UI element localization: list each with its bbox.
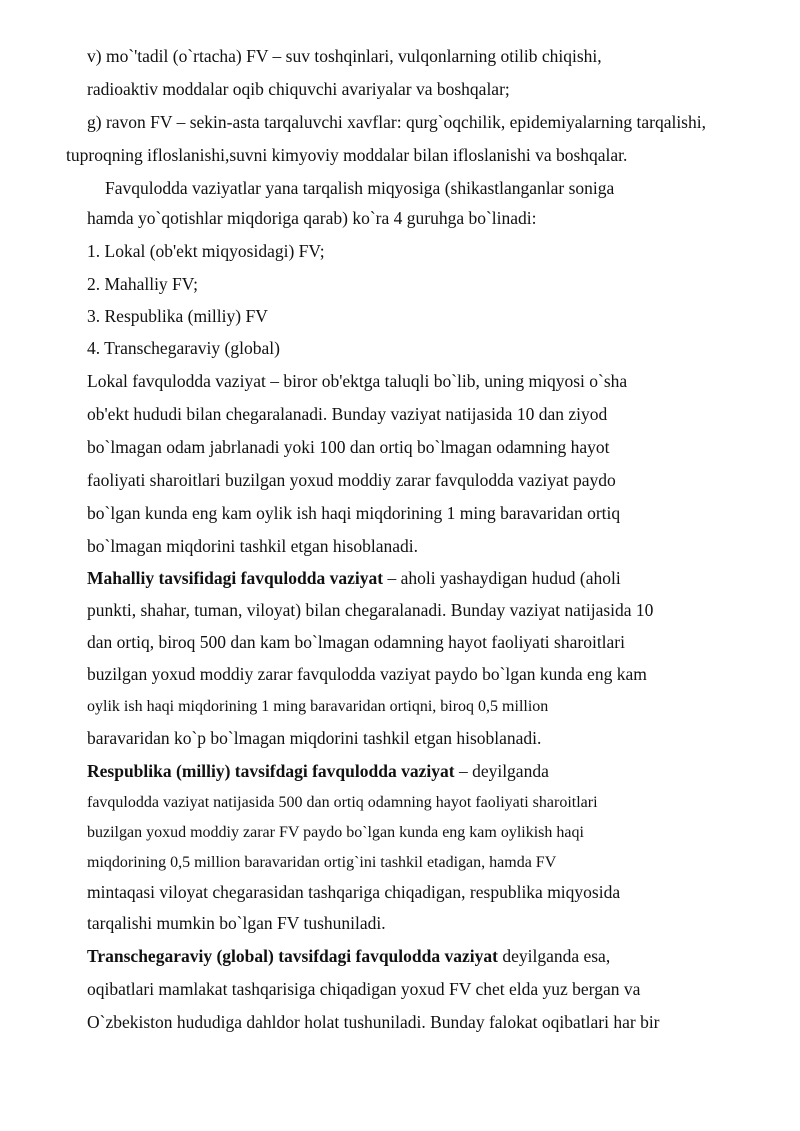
text-line: bo`lmagan miqdorini tashkil etgan hisoblanadi. <box>87 536 418 556</box>
text-fragment: deyilganda esa, <box>502 946 611 966</box>
text-line: hamda yo`qotishlar miqdoriga qarab) ko`ra 4 guruhga bo`linadi: <box>87 208 537 228</box>
text-line <box>87 946 610 966</box>
list-item: 1. Lokal (ob'ekt miqyosidagi) FV; <box>87 241 325 261</box>
text-line: miqdorining 0,5 million baravaridan ortig`ini tashkil etadigan, hamda FV <box>87 854 557 871</box>
bold-term-respublika: Respublika (milliy) tavsifdagi favqulodda vaziyat <box>87 761 455 781</box>
text-line: v) mo`'tadil (o`rtacha) FV – suv toshqinlari, vulqonlarning otilib chiqishi, <box>87 46 602 66</box>
text-line: bo`lmagan odam jabrlanadi yoki 100 dan ortiq bo`lmagan odamning hayot <box>87 437 610 457</box>
text-line: buzilgan yoxud moddiy zarar favqulodda vaziyat paydo bo`lgan kunda eng kam <box>87 664 647 684</box>
text-line: tarqalishi mumkin bo`lgan FV tushuniladi. <box>87 913 386 933</box>
text-line: favqulodda vaziyat natijasida 500 dan ortiq odamning hayot faoliyati sharoitlari <box>87 794 598 811</box>
text-line: baravaridan ko`p bo`lmagan miqdorini tashkil etgan hisoblanadi. <box>87 728 542 748</box>
text-line: O`zbekiston hududiga dahldor holat tushuniladi. Bunday falokat oqibatlari har bir <box>87 1012 660 1032</box>
text-line: bo`lgan kunda eng kam oylik ish haqi miqdorining 1 ming baravaridan ortiq <box>87 503 621 523</box>
text-line: radioaktiv moddalar oqib chiquvchi avariyalar va boshqalar; <box>87 79 510 99</box>
text-fragment: – deyilganda <box>458 761 549 781</box>
text-line: Favqulodda vaziyatlar yana tarqalish miqyosiga (shikastlanganlar soniga <box>105 178 615 198</box>
text-line <box>87 568 621 588</box>
bold-term-transchegaraviy: Transchegaraviy (global) tavsifdagi favqulodda vaziyat <box>87 946 498 966</box>
text-line: buzilgan yoxud moddiy zarar FV paydo bo`lgan kunda eng kam oylikish haqi <box>87 824 584 841</box>
text-line: Lokal favqulodda vaziyat – biror ob'ektga taluqli bo`lib, uning miqyosi o`sha <box>87 371 628 391</box>
text-line <box>87 761 549 781</box>
text-line: ob'ekt hududi bilan chegaralanadi. Bunday vaziyat natijasida 10 dan ziyod <box>87 404 608 424</box>
list-item: 4. Transchegaraviy (global) <box>87 338 280 358</box>
text-line: punkti, shahar, tuman, viloyat) bilan chegaralanadi. Bunday vaziyat natijasida 10 <box>87 600 654 620</box>
text-fragment: – aholi yashaydigan hudud (aholi <box>387 568 621 588</box>
text-line: dan ortiq, biroq 500 dan kam bo`lmagan odamning hayot faoliyati sharoitlari <box>87 632 625 652</box>
list-item: 3. Respublika (milliy) FV <box>87 306 268 326</box>
list-item: 2. Mahalliy FV; <box>87 274 198 294</box>
text-line: oylik ish haqi miqdorining 1 ming baravaridan ortiqni, biroq 0,5 million <box>87 698 549 715</box>
text-line: mintaqasi viloyat chegarasidan tashqariga chiqadigan, respublika miqyosida <box>87 882 621 902</box>
text-line: tuproqning ifloslanishi,suvni kimyoviy moddalar bilan ifloslanishi va boshqalar. <box>66 145 628 165</box>
bold-term-mahalliy: Mahalliy tavsifidagi favqulodda vaziyat <box>87 568 384 588</box>
text-line: oqibatlari mamlakat tashqarisiga chiqadigan yoxud FV chet elda yuz bergan va <box>87 979 641 999</box>
text-line: faoliyati sharoitlari buzilgan yoxud moddiy zarar favqulodda vaziyat paydo <box>87 470 616 490</box>
text-line: g) ravon FV – sekin-asta tarqaluvchi xavflar: qurg`oqchilik, epidemiyalarning tarqalishi, <box>87 112 706 132</box>
